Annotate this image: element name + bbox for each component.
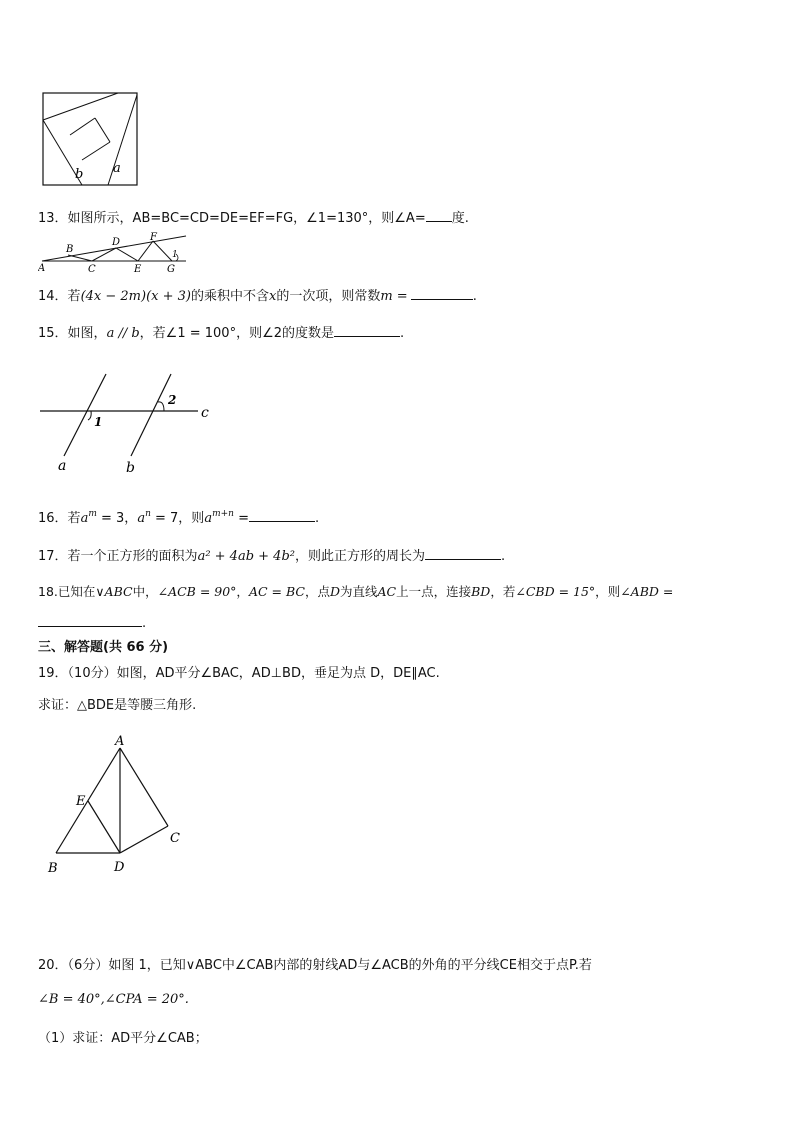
question-text: = xyxy=(233,511,249,526)
svg-text:D: D xyxy=(112,237,121,248)
answer-blank[interactable] xyxy=(425,545,501,560)
math-variable: D xyxy=(329,584,340,599)
svg-text:G: G xyxy=(167,264,175,274)
math-variable: a xyxy=(204,511,213,526)
question-text: 若一个正方形的面积为 xyxy=(67,549,198,564)
svg-text:B: B xyxy=(48,861,58,876)
segment xyxy=(95,118,110,142)
question-14 xyxy=(38,285,477,306)
segment xyxy=(43,93,118,120)
answer-blank[interactable] xyxy=(426,207,452,222)
question-text: = 7，则 xyxy=(150,511,205,526)
question-15 xyxy=(38,322,404,343)
svg-text:a: a xyxy=(58,458,67,474)
question-text: 已知在 xyxy=(57,584,96,599)
math-expression: ∠ABD = xyxy=(620,584,674,599)
answer-blank[interactable] xyxy=(249,507,315,522)
svg-text:A: A xyxy=(38,263,46,274)
math-variable: a xyxy=(80,511,89,526)
question-text: 中， xyxy=(132,584,158,599)
period: . xyxy=(472,289,477,304)
question-text: ，若 xyxy=(490,584,516,599)
question-text: 的乘积中不含 xyxy=(190,289,269,304)
svg-text:c: c xyxy=(201,405,209,421)
label-b: b xyxy=(75,167,84,182)
q19-figure xyxy=(44,732,194,880)
question-17 xyxy=(38,545,505,566)
q15-figure xyxy=(38,368,228,478)
question-16 xyxy=(38,505,319,528)
question-13 xyxy=(38,207,469,228)
question-number: 16． xyxy=(38,511,68,526)
math-expression: ∨ABC xyxy=(95,584,133,599)
math-variable: x xyxy=(268,289,277,304)
question-19-prove: 求证：△BDE是等腰三角形. xyxy=(38,698,197,713)
question-text: ， xyxy=(236,584,249,599)
math-exponent: m+n xyxy=(212,509,234,519)
svg-text:B: B xyxy=(66,244,74,255)
math-variable: m = xyxy=(380,289,408,304)
square-figure xyxy=(40,90,140,188)
question-text: 如图， xyxy=(67,326,107,341)
svg-text:C: C xyxy=(170,831,180,846)
question-text: ，则 xyxy=(595,584,621,599)
svg-text:E: E xyxy=(134,264,142,274)
math-expression: ∠ACB = 90° xyxy=(157,584,237,599)
section-title: 三、解答题(共 66 分) xyxy=(38,640,169,655)
question-number: 14． xyxy=(38,289,68,304)
question-text: 若 xyxy=(67,511,81,526)
question-text-end: 度. xyxy=(451,211,469,226)
svg-text:1: 1 xyxy=(172,250,178,260)
question-20-part-1: （1）求证：AD平分∠CAB； xyxy=(38,1031,208,1046)
period: . xyxy=(501,549,506,564)
question-text: = 3， xyxy=(96,511,138,526)
svg-text:F: F xyxy=(150,232,157,243)
svg-text:1: 1 xyxy=(94,415,103,429)
math-exponent: m xyxy=(88,509,97,519)
segment xyxy=(70,118,95,135)
question-19: 19．（10分）如图，AD平分∠BAC，AD⊥BD，垂足为点 D，DE∥AC. xyxy=(38,666,440,681)
math-expression: BD xyxy=(471,584,491,599)
svg-text:C: C xyxy=(88,264,96,274)
period: . xyxy=(314,511,320,526)
svg-text:2: 2 xyxy=(168,393,177,407)
question-text: 如图所示，AB=BC=CD=DE=EF=FG，∠1=130°，则∠A= xyxy=(67,211,426,226)
q13-figure xyxy=(38,232,188,274)
question-text: ，则此正方形的周长为 xyxy=(295,549,426,564)
question-text: 若 xyxy=(67,289,81,304)
answer-blank[interactable] xyxy=(334,322,400,337)
question-text: 为直线 xyxy=(339,584,378,599)
segment xyxy=(82,142,110,160)
question-number: 17． xyxy=(38,549,68,564)
answer-blank[interactable] xyxy=(38,612,142,627)
svg-text:E: E xyxy=(76,794,86,809)
math-expression: ∠CBD = 15° xyxy=(515,584,596,599)
question-text: 上一点，连接 xyxy=(396,584,472,599)
answer-blank[interactable] xyxy=(411,285,473,300)
period: . xyxy=(400,326,405,341)
math-variable: a xyxy=(137,511,146,526)
math-expression: (4x − 2m)(x + 3) xyxy=(80,289,191,304)
question-number: 15． xyxy=(38,326,68,341)
question-20: 20．（6分）如图 1，已知∨ABC中∠CAB内部的射线AD与∠ACB的外角的平分线CE相交于点P.若 xyxy=(38,958,592,973)
question-text: ，若∠1 = 100°，则∠2的度数是 xyxy=(139,326,334,341)
question-18-answer-line xyxy=(38,612,146,633)
svg-text:D: D xyxy=(114,860,125,875)
question-number: 13． xyxy=(38,211,68,226)
period: . xyxy=(142,616,147,631)
svg-text:A: A xyxy=(115,734,125,749)
question-text: ，点 xyxy=(304,584,330,599)
question-number: 18. xyxy=(38,584,58,599)
question-20-condition: ∠B = 40°,∠CPA = 20°. xyxy=(38,992,189,1007)
math-expression: AC = BC xyxy=(248,584,305,599)
math-expression: a // b xyxy=(106,326,140,341)
label-a: a xyxy=(113,161,121,176)
math-expression: AC xyxy=(377,584,397,599)
math-exponent: n xyxy=(145,509,151,519)
math-expression: a² + 4ab + 4b² xyxy=(197,549,295,564)
question-18 xyxy=(38,583,673,601)
svg-text:b: b xyxy=(126,460,135,476)
question-text: 的一次项，则常数 xyxy=(276,289,381,304)
